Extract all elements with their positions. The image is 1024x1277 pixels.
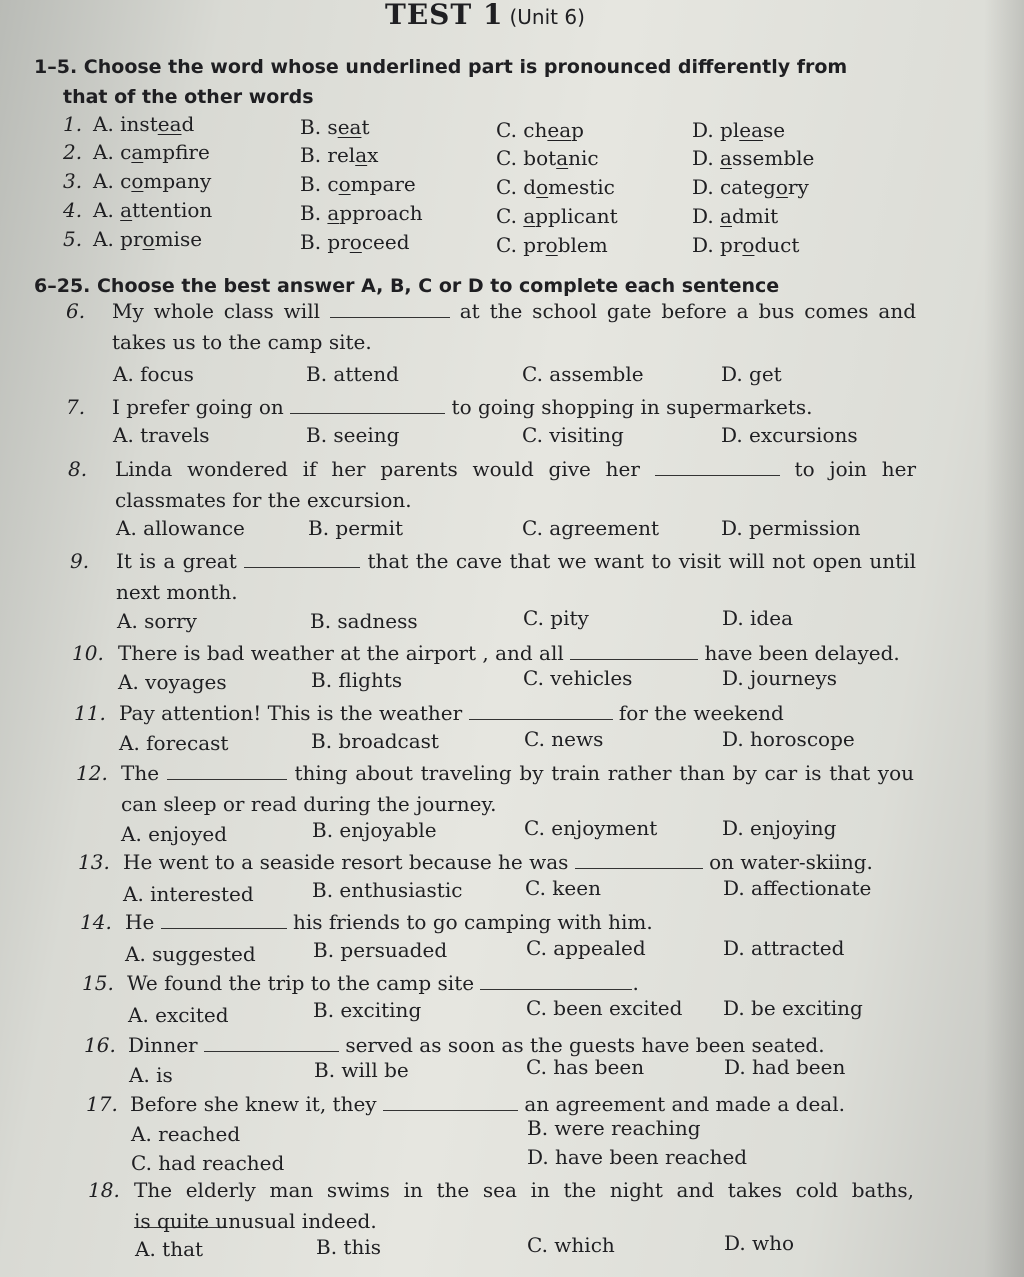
option-d[interactable]: D. affectionate [723, 876, 872, 900]
question-13: 13. He went to a seaside resort because he was on water-skiing. [78, 850, 873, 874]
underlined-part: o [742, 233, 755, 257]
option-a[interactable]: A. campfire [93, 140, 210, 164]
option-a[interactable]: A. suggested [125, 942, 256, 966]
question-14: 14. He his friends to go camping with him. [80, 910, 653, 934]
option-a[interactable]: A. allowance [116, 516, 245, 540]
option-d[interactable]: D. admit [692, 204, 779, 228]
underlined-part: a [720, 146, 732, 170]
question-15: 15. We found the trip to the camp site . [82, 971, 639, 995]
answer-blank[interactable] [290, 395, 445, 414]
option-d[interactable]: D. enjoying [722, 816, 837, 840]
underlined-part: a [131, 140, 144, 164]
item-number: 3. [63, 169, 83, 193]
option-b[interactable]: B. attend [306, 362, 399, 386]
pronunciation-item [0, 112, 1024, 142]
question-11: 11. Pay attention! This is the weather for the weekend [74, 701, 784, 725]
underlined-part: ea [337, 115, 362, 139]
option-b[interactable]: B. this [316, 1235, 381, 1259]
option-c[interactable]: C. keen [525, 876, 601, 900]
option-a[interactable]: A. enjoyed [121, 822, 228, 846]
underlined-part: o [545, 233, 558, 257]
option-b[interactable]: B. sadness [310, 609, 418, 633]
answer-blank[interactable] [383, 1092, 518, 1111]
page-title [385, 0, 585, 31]
question-7: 7. I prefer going on to going shopping in supermarkets. [66, 395, 813, 419]
underlined-part: ea [739, 118, 764, 142]
item-number: 4. [63, 198, 83, 222]
option-b[interactable]: B. will be [314, 1058, 409, 1082]
underlined-part: ea [547, 118, 572, 142]
option-d[interactable]: D. journeys [722, 666, 837, 690]
option-a[interactable]: A. forecast [119, 731, 229, 755]
underlined-part: o [775, 175, 788, 199]
option-d[interactable]: D. please [692, 118, 786, 142]
underlined-part: o [338, 172, 351, 196]
option-d[interactable]: D. who [724, 1231, 795, 1255]
question-16: 16. Dinner served as soon as the guests have been seated. [84, 1033, 825, 1057]
question-17: 17. Before she knew it, they an agreement and made a deal. [86, 1092, 845, 1116]
option-c[interactable]: C. botanic [496, 146, 599, 170]
option-d[interactable]: D. get [721, 362, 782, 386]
option-a[interactable]: A. promise [93, 227, 203, 251]
option-b[interactable]: B. enjoyable [312, 818, 437, 842]
underlined-part: o [536, 175, 549, 199]
option-c[interactable]: C. cheap [496, 118, 584, 142]
option-d[interactable]: D. had been [724, 1055, 846, 1079]
option-b[interactable]: B. enthusiastic [312, 878, 463, 902]
answer-blank[interactable] [655, 457, 780, 476]
option-b[interactable]: B. seat [300, 115, 370, 139]
answer-blank[interactable] [161, 910, 287, 929]
section1-heading: 1–5. Choose the word whose underlined part is pronounced differently from [34, 56, 848, 78]
option-c[interactable]: C. problem [496, 233, 608, 257]
option-d[interactable]: D. permission [721, 516, 861, 540]
option-d[interactable]: D. product [692, 233, 800, 257]
pronunciation-item [0, 169, 1024, 199]
answer-blank[interactable] [575, 850, 703, 869]
option-c[interactable]: C. enjoyment [524, 816, 658, 840]
option-d[interactable]: D. attracted [723, 936, 845, 960]
option-a[interactable]: A. is [129, 1063, 173, 1087]
option-b[interactable]: B. were reaching [527, 1116, 701, 1140]
option-d[interactable]: D. be exciting [723, 996, 863, 1020]
underlined-part: a [120, 198, 133, 222]
option-a[interactable]: A. instead [93, 112, 195, 136]
pronunciation-item [0, 140, 1024, 170]
option-a[interactable]: A. voyages [118, 670, 227, 694]
answer-blank[interactable] [480, 971, 632, 990]
option-a[interactable]: A. interested [123, 882, 254, 906]
option-c[interactable]: C. applicant [496, 204, 618, 228]
pronunciation-item [0, 227, 1024, 257]
underlined-part: a [556, 146, 569, 170]
option-c[interactable]: C. vehicles [523, 666, 633, 690]
option-b[interactable]: B. flights [311, 668, 403, 692]
option-c[interactable]: C. appealed [526, 936, 646, 960]
question-12: 12. The thing about traveling by train rather than by car is that you can sleep or read during the journey. [76, 761, 915, 816]
underlined-part: o [349, 230, 362, 254]
question-18: 18. The elderly man swims in the sea in the night and takes cold baths, is quite unusual indeed. [88, 1178, 914, 1233]
option-c[interactable]: C. agreement [522, 516, 659, 540]
underlined-part: a [523, 204, 536, 228]
underlined-part: o [142, 227, 155, 251]
option-b[interactable]: B. broadcast [311, 729, 439, 753]
question-10: 10. There is bad weather at the airport , and all have been delayed. [72, 641, 900, 665]
option-d[interactable]: D. excursions [721, 423, 858, 447]
option-c[interactable]: C. which [527, 1233, 615, 1257]
option-b[interactable]: B. relax [300, 143, 379, 167]
question-6: 6. My whole class will at the school gate before a bus comes and takes us to the camp site. [66, 299, 917, 354]
underlined-part: o [131, 169, 144, 193]
option-a[interactable]: A. that [135, 1237, 204, 1261]
underlined-part: ea [157, 112, 182, 136]
pronunciation-item [0, 198, 1024, 228]
question-8: 8. Linda wondered if her parents would give her to join her classmates for the excursion. [68, 457, 917, 512]
answer-blank[interactable] [167, 761, 287, 780]
option-a[interactable]: A. company [93, 169, 212, 193]
option-b[interactable]: B. persuaded [313, 938, 448, 962]
option-b[interactable]: B. approach [300, 201, 423, 225]
option-a[interactable]: A. attention [93, 198, 213, 222]
answer-blank[interactable] [330, 299, 450, 318]
question-9: 9. It is a great that the cave that we want to visit will not open until next month. [70, 549, 916, 604]
option-b[interactable]: B. proceed [300, 230, 410, 254]
option-a[interactable]: A. sorry [117, 609, 197, 633]
option-d[interactable]: D. idea [722, 606, 793, 630]
option-c[interactable]: C. pity [523, 606, 589, 630]
answer-blank[interactable] [469, 701, 613, 720]
title-unit: (Unit 6) [509, 5, 585, 29]
option-a[interactable]: A. focus [113, 362, 194, 386]
item-number: 1. [63, 112, 83, 136]
option-a[interactable]: A. excited [128, 1003, 229, 1027]
option-c[interactable]: C. has been [526, 1055, 645, 1079]
option-c[interactable]: C. been excited [526, 996, 683, 1020]
option-c[interactable]: C. assemble [522, 362, 644, 386]
option-a[interactable]: A. reached [131, 1122, 241, 1146]
item-number: 5. [63, 227, 83, 251]
option-a[interactable]: A. travels [113, 423, 210, 447]
option-c[interactable]: C. had reached [131, 1151, 285, 1175]
option-d[interactable]: D. assemble [692, 146, 815, 170]
item-number: 2. [63, 140, 83, 164]
option-c[interactable]: C. domestic [496, 175, 615, 199]
option-b[interactable]: B. seeing [306, 423, 400, 447]
underlined-part: a [720, 204, 732, 228]
title-main: TEST 1 [385, 0, 504, 31]
option-b[interactable]: B. exciting [313, 998, 422, 1022]
option-b[interactable]: B. compare [300, 172, 416, 196]
answer-blank[interactable] [244, 549, 360, 568]
option-d[interactable]: D. horoscope [722, 727, 855, 751]
underlined-part: a [355, 143, 368, 167]
section2-heading: 6–25. Choose the best answer A, B, C or D to complete each sentence [34, 275, 780, 297]
section1-heading-line2: that of the other words [63, 86, 314, 108]
answer-blank[interactable] [570, 641, 698, 660]
option-b[interactable]: B. permit [308, 516, 404, 540]
option-c[interactable]: C. news [524, 727, 604, 751]
option-d[interactable]: D. have been reached [527, 1145, 748, 1169]
underlined-part: a [327, 201, 340, 225]
option-c[interactable]: C. visiting [522, 423, 624, 447]
answer-blank[interactable] [204, 1033, 339, 1052]
option-d[interactable]: D. category [692, 175, 809, 199]
